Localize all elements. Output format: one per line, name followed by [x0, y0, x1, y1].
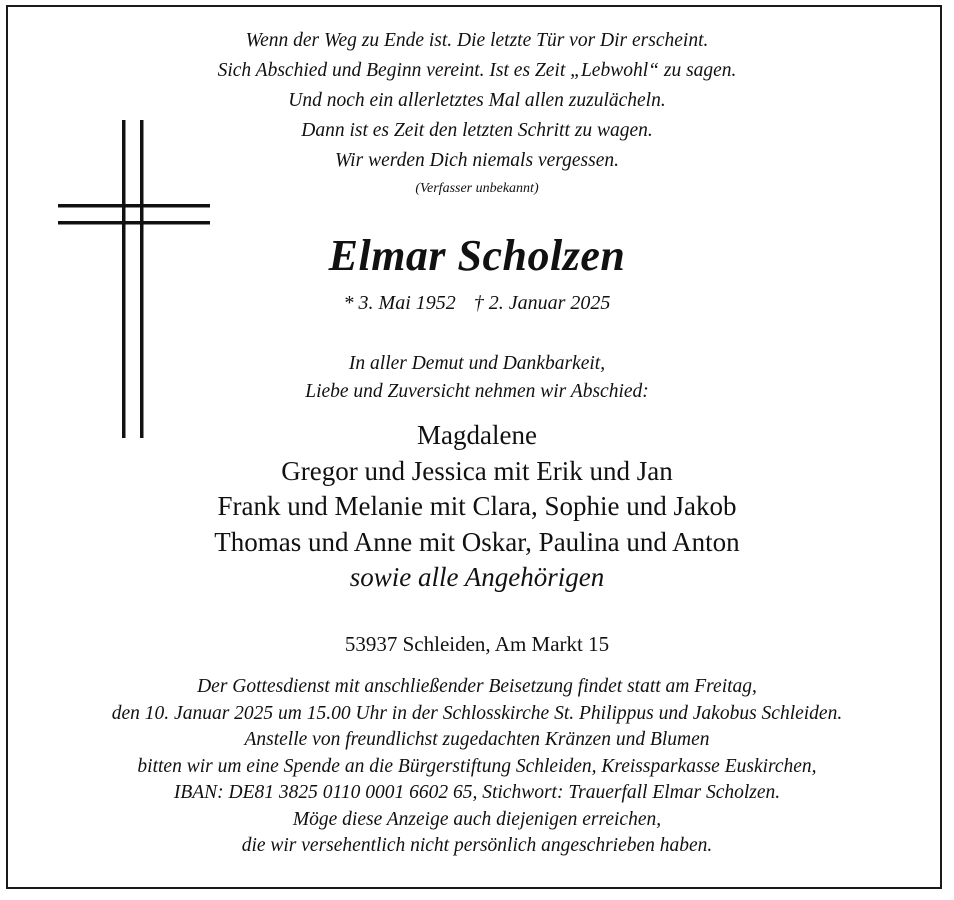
notice-line: Der Gottesdienst mit anschließender Beisetzung findet statt am Freitag,	[197, 676, 757, 697]
poem-line: Und noch ein allerletztes Mal allen zuzulächeln.	[288, 90, 666, 111]
poem-line: Dann ist es Zeit den letzten Schritt zu wagen.	[301, 120, 653, 141]
birth-date: * 3. Mai 1952	[343, 292, 456, 314]
poem-line: Wenn der Weg zu Ende ist. Die letzte Tür vor Dir erscheint.	[245, 30, 709, 51]
notice-line: die wir versehentlich nicht persönlich angeschrieben haben.	[241, 835, 713, 856]
death-date: † 2. Januar 2025	[473, 292, 611, 314]
poem-line: Wir werden Dich niemals vergessen.	[335, 150, 619, 171]
family-line: Gregor und Jessica mit Erik und Jan	[281, 455, 673, 486]
family-line: Thomas und Anne mit Oskar, Paulina und Anton	[214, 526, 740, 557]
poem-line: Sich Abschied und Beginn vereint. Ist es Zeit „Lebwohl“ zu sagen.	[217, 60, 737, 81]
family-line: sowie alle Angehörigen	[349, 562, 605, 592]
funeral-notice	[0, 674, 954, 860]
notice-line: Anstelle von freundlichst zugedachten Kränzen und Blumen	[244, 729, 710, 750]
poem-author: (Verfasser unbekannt)	[415, 181, 539, 196]
deceased-name: Elmar Scholzen	[328, 231, 626, 280]
life-dates	[0, 289, 954, 317]
poem	[0, 26, 954, 176]
notice-line: Möge diese Anzeige auch diejenigen erreichen,	[292, 808, 662, 830]
notice-line: den 10. Januar 2025 um 15.00 Uhr in der Schlosskirche St. Philippus und Jakobus Schleiden.	[111, 702, 843, 724]
farewell-text	[0, 350, 954, 406]
notice-line: IBAN: DE81 3825 0110 0001 6602 65, Stichwort: Trauerfall Elmar Scholzen.	[173, 782, 781, 803]
farewell-line: Liebe und Zuversicht nehmen wir Abschied:	[305, 381, 649, 402]
family-line: Frank und Melanie mit Clara, Sophie und Jakob	[217, 491, 737, 521]
address: 53937 Schleiden, Am Markt 15	[344, 632, 610, 656]
family-list	[0, 418, 954, 596]
notice-line: bitten wir um eine Spende an die Bürgerstiftung Schleiden, Kreissparkasse Euskirchen,	[137, 755, 817, 777]
farewell-line: In aller Demut und Dankbarkeit,	[348, 353, 606, 374]
family-line: Magdalene	[417, 420, 537, 450]
